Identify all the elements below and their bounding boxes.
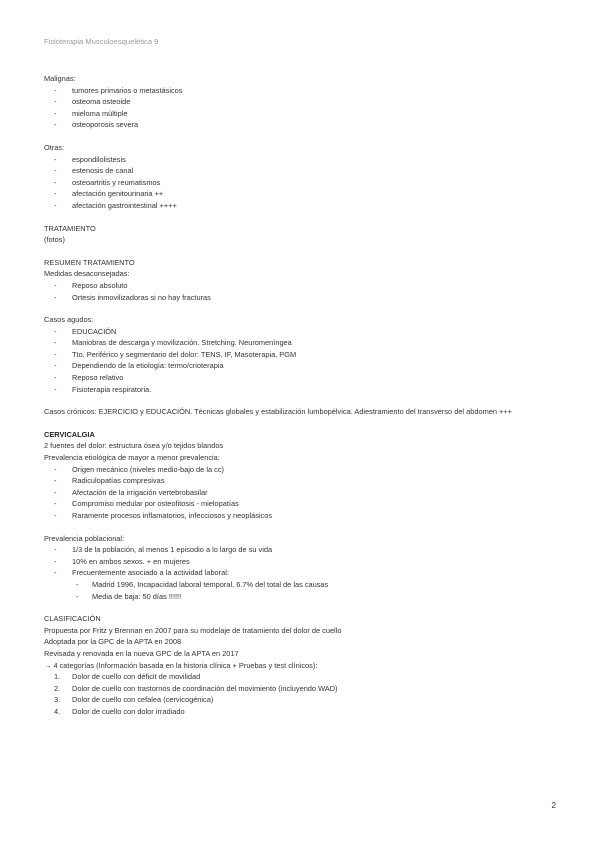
cervicalgia-line-2: Prevalencia etiológica de mayor a menor prevalencia: — [44, 453, 220, 463]
section-tratamiento — [44, 223, 564, 246]
section-agudos — [44, 314, 564, 395]
poblacional-list — [44, 544, 564, 579]
poblacional-sublist — [44, 579, 564, 602]
list-item: - afectación gastrointestinal ++++ — [44, 200, 564, 212]
list-item: - osteoartritis y reumatismos — [44, 177, 564, 189]
agudos-list — [44, 326, 564, 396]
agudos-heading: Casos agudos: — [44, 315, 94, 325]
list-item: - Reposo absoluto — [44, 280, 564, 292]
item-text: Dolor de cuello con dolor irradiado — [72, 706, 185, 716]
resumen-list — [44, 280, 564, 303]
list-item: - tumores primarios o metastásicos — [44, 85, 564, 97]
cervicalgia-heading: CERVICALGIA — [44, 429, 95, 439]
list-item: - Radiculopatías compresivas — [44, 475, 564, 487]
list-item: - espondilolistesis — [44, 154, 564, 166]
list-item: - mieloma múltiple — [44, 108, 564, 120]
item-text: Dolor de cuello con trastornos de coordinación del movimiento (incluyendo WAD) — [72, 683, 338, 693]
section-poblacional — [44, 533, 564, 603]
page-content — [44, 73, 564, 718]
section-resumen — [44, 257, 564, 303]
tratamiento-heading: TRATAMIENTO — [44, 223, 96, 233]
item-number: 3. — [54, 695, 61, 705]
item-number: 1. — [54, 672, 61, 682]
clasificacion-line: Adoptada por la GPC de la APTA en 2008 — [44, 637, 182, 647]
numbered-item — [44, 671, 564, 683]
page-number: 2 — [551, 801, 556, 810]
clasificacion-line: Propuesta por Fritz y Brennan en 2007 para su modelaje de tratamiento del dolor de cuello — [44, 625, 342, 635]
sub-list-item: - Madrid 1996, Incapacidad laboral temporal, 6.7% del total de las causas — [44, 579, 564, 591]
resumen-heading: RESUMEN TRATAMIENTO — [44, 257, 135, 267]
list-item: - osteoma osteoide — [44, 96, 564, 108]
otras-heading: Otras: — [44, 142, 65, 152]
list-item: - Compromiso medular por osteofitosis - mielopatías — [44, 498, 564, 510]
cronicos-paragraph: Casos crónicos: EJERCICIO y EDUCACIÓN. Técnicas globales y estabilización lumbopélvica. Adiestramiento del transverso del abdomen +++ — [44, 407, 512, 417]
clasificacion-list — [44, 671, 564, 717]
list-item: - Ortesis inmovilizadoras si no hay fracturas — [44, 292, 564, 304]
list-item: - Frecuentemente asociado a la actividad laboral: — [44, 567, 564, 579]
list-item: - Reposo relativo — [44, 372, 564, 384]
section-cervicalgia — [44, 429, 564, 522]
cervicalgia-line-1: 2 fuentes del dolor: estructura ósea y/o tejidos blandos — [44, 441, 224, 451]
list-item: - Afectación de la irrigación vertebrobasilar — [44, 487, 564, 499]
list-item: - Fisioterapia respiratoria. — [44, 384, 564, 396]
list-item: - 10% en ambos sexos. + en mujeres — [44, 556, 564, 568]
list-item: - Origen mecánico (niveles medio-bajo de la cc) — [44, 464, 564, 476]
item-text: Dolor de cuello con cefalea (cervicogénica) — [72, 695, 214, 705]
list-item: - Raramente procesos inflamatorios, infecciosos y neoplásicos — [44, 510, 564, 522]
list-item: - Dependiendo de la etiología: termo/crioterapia — [44, 360, 564, 372]
section-clasificacion — [44, 613, 564, 717]
clasificacion-heading: CLASIFICACIÓN — [44, 614, 101, 624]
section-malignas — [44, 73, 564, 131]
list-item: - osteoporosis severa — [44, 119, 564, 131]
document-header: Fisioterapia Musculoesquelética 9 — [44, 37, 159, 46]
malignas-list — [44, 85, 564, 131]
cervicalgia-list — [44, 464, 564, 522]
list-item: - EDUCACIÓN — [44, 326, 564, 338]
section-otras — [44, 142, 564, 212]
clasificacion-line: → 4 categorías (Información basada en la historia clínica + Pruebas y test clínicos): — [44, 660, 318, 670]
list-item: - Maniobras de descarga y movilización. Stretching. Neuromeníngea — [44, 337, 564, 349]
sub-list-item: - Media de baja: 50 días !!!!!! — [44, 591, 564, 603]
list-item: - estenosis de canal — [44, 165, 564, 177]
list-item: - Tto. Periférico y segmentario del dolor: TENS, IF, Masoterapia, PGM — [44, 349, 564, 361]
resumen-subheading: Medidas desaconsejadas: — [44, 269, 130, 279]
clasificacion-line: Revisada y renovada en la nueva GPC de la APTA en 2017 — [44, 648, 239, 658]
item-number: 4. — [54, 706, 61, 716]
tratamiento-note: (fotos) — [44, 235, 65, 245]
item-number: 2. — [54, 683, 61, 693]
list-item: - 1/3 de la población, al menos 1 episodio a lo largo de su vida — [44, 544, 564, 556]
numbered-item — [44, 706, 564, 718]
otras-list — [44, 154, 564, 212]
item-text: Dolor de cuello con déficit de movilidad — [72, 672, 201, 682]
poblacional-heading: Prevalencia poblacional: — [44, 533, 125, 543]
list-item: - afectación genitourinaria ++ — [44, 188, 564, 200]
malignas-heading: Malignas: — [44, 74, 76, 83]
numbered-item — [44, 694, 564, 706]
numbered-item — [44, 683, 564, 695]
